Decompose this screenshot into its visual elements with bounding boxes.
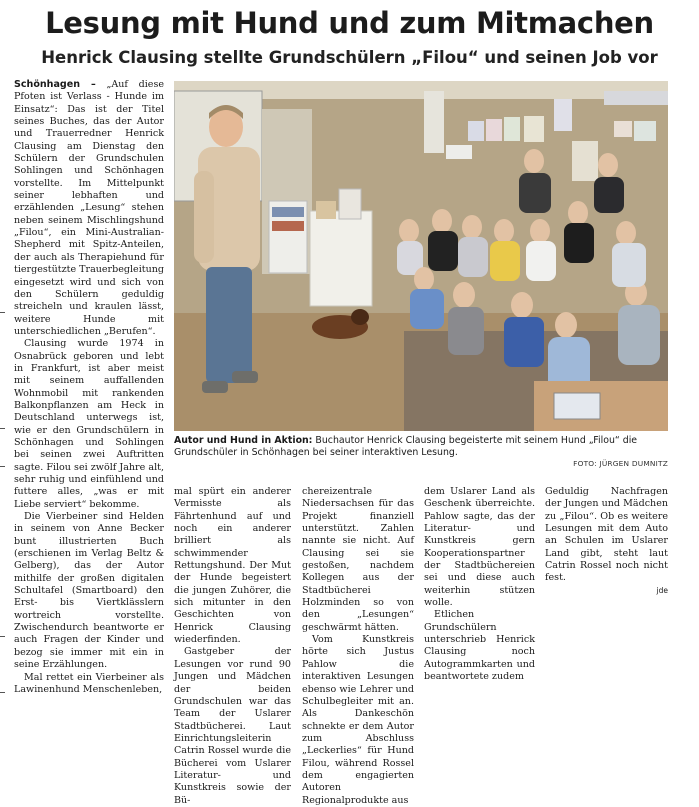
paragraph-1 [14, 79, 164, 338]
child [568, 201, 588, 225]
article-photo [174, 81, 668, 431]
child-body [526, 241, 556, 281]
book-on-table [554, 393, 600, 419]
child-body [490, 241, 520, 281]
paragraph-10: Etlichen Grundschülern unterschrieb Henrick Clausing noch Autogrammkarten und beantwortete zudem [424, 609, 535, 683]
child [555, 312, 577, 338]
author-jeans [206, 267, 252, 383]
child-body [618, 305, 660, 365]
child [530, 219, 550, 243]
margin-mark [0, 312, 5, 313]
sign [446, 145, 472, 159]
teacher [598, 153, 618, 177]
child-body [410, 289, 444, 329]
paragraph-2: Clausing wurde 1974 in Osnabrück geboren und lebt in Frankfurt, ist aber meist mit seinem auffallenden Wohnmobil mit rankenden Balkonpflanzen am Heck in Deutschland unterwegs ist, wie er den Grundschülern in Schönhagen und Sohlingen bei seinen zwei Auftritten sagte. Filou sei zwölf Jahre alt, sehr ruhig und einfühlend und futtere alles, „was er mit Liebe serviert“ bekomme. [14, 338, 164, 510]
child [616, 221, 636, 245]
author-arm [194, 171, 214, 263]
child-body [612, 243, 646, 287]
shelf-books-2 [272, 221, 304, 231]
margin-mark [0, 692, 5, 693]
caption-lead: Autor und Hund in Aktion: [174, 435, 313, 446]
shelf-books [272, 207, 304, 217]
poster-1 [424, 91, 444, 153]
cabinet-box [316, 201, 336, 219]
child [511, 292, 533, 318]
child-body [428, 231, 458, 271]
photo-credit: FOTO: JÜRGEN DUMNITZ [573, 459, 668, 468]
child-body [458, 237, 488, 277]
margin-mark [0, 466, 5, 467]
child-body [448, 307, 484, 355]
poster-2 [468, 121, 484, 141]
child [494, 219, 514, 243]
teacher-body [519, 173, 551, 213]
article-column-4 [424, 486, 535, 684]
poster-5 [524, 116, 544, 142]
poster-6 [554, 99, 572, 131]
margin-mark [0, 428, 5, 429]
poster-10 [634, 121, 656, 141]
poster-8 [604, 91, 668, 105]
paragraph-9: dem Uslarer Land als Geschenk überreichte. Pahlow sagte, das der Literatur- und Kunstkreis gern Kooperationspartner der Stadtbüchereien sei und diese auch weiterhin stützen wolle. [424, 486, 535, 609]
paragraph-5: mal spürt ein anderer Vermisste als Fährtenhund auf und noch ein anderer brilliert als schwimmender Rettungshund. Der Mut der Hunde begeistert die jungen Zuhörer, die sich mitunter in den Geschichten von Henrick Clausing wiederfinden. [174, 486, 291, 646]
paragraph-3: Die Vierbeiner sind Helden in seinem von Anne Becker bunt illustrierten Buch (erschienen im Verlag Beltz & Gelberg), das der Autor mithilfe der großen digitalen Schultafel (Smartboard) den Erst- bis Viertklässlern wortreich vorstellte. Zwischendurch beantworte er auch Fragen der Kinder und bezog sie immer mit ein in seine Erzählungen. [14, 511, 164, 671]
child [462, 215, 482, 239]
article-column-1 [14, 79, 164, 696]
child [414, 267, 434, 291]
dog-head [351, 309, 369, 325]
cabinet-box-2 [339, 189, 361, 219]
location-dateline: Schönhagen – [14, 79, 96, 90]
author-signature: jde [656, 585, 668, 595]
child-body [564, 223, 594, 263]
cube-cabinet [310, 211, 372, 306]
child [453, 282, 475, 308]
teacher [524, 149, 544, 173]
paragraph-4: Mal rettet ein Vierbeiner als Lawinenhund Menschenleben, [14, 671, 164, 695]
paragraph-1-text: „Auf diese Pfoten ist Verlass - Hunde im Einsatz“: Das ist der Titel seines Buches, das der Autor und Trauerredner Henrick Clausing am Dienstag den Schülern der Grundschulen Sohlingen und Schönhagen vorstellte. Im Mittelpunkt seiner lebhaften und erzählenden „Lesung“ stehen neben seinem Mischlingshund „Filou“, ein Mini-Australian-Shepherd mit Spitz-Anteilen, der auch als Therapiehund für tiergestützte Trauerbegleitung eingesetzt wird und sich von den Schülern geduldig streicheln und kraulen lässt, weitere Hunde mit unterschiedlichen „Berufen“. [14, 79, 164, 337]
poster-9 [614, 121, 632, 137]
child-body [504, 317, 544, 367]
child [432, 209, 452, 233]
paragraph-6: Gastgeber der Lesungen vor rund 90 Jungen und Mädchen der beiden Grundschulen war das Team der Uslarer Stadtbücherei. Laut Einrichtungsleiterin Catrin Rossel wurde die Bücherei vom Uslarer Literatur- und Kunstkreis sowie der Bü- [174, 646, 291, 806]
photo-caption [174, 435, 668, 459]
photo-illustration [174, 81, 668, 431]
caption-text: Buchautor Henrick Clausing begeisterte mit seinem Hund „Filou“ die Grundschüler in Schönhagen bei seiner interaktiven Lesung. [174, 435, 638, 458]
article-column-3 [302, 486, 414, 807]
subheadline: Henrick Clausing stellte Grundschülern „Filou“ und seinen Job vor [41, 48, 658, 67]
poster-4 [504, 117, 520, 141]
paragraph-8: Vom Kunstkreis hörte sich Justus Pahlow die interaktiven Lesungen ebenso wie Lehrer und Schulbegleiter mit an. Als Dankeschön schnekte er dem Autor zum Abschluss „Leckerlies“ für Hund Filou, während Rossel dem engagierten Autoren Regionalprodukte aus [302, 634, 414, 806]
article-column-5 [545, 486, 668, 597]
poster-7 [572, 141, 598, 181]
headline: Lesung mit Hund und zum Mitmachen [45, 6, 654, 40]
paragraph-11-text: Geduldig Nachfragen der Jungen und Mädchen zu „Filou“. Ob es weitere Lesungen mit dem Auto an Schulen im Uslarer Land gibt, steht laut Catrin Rossel noch nicht fest. [545, 486, 668, 584]
author-shoe [202, 381, 228, 393]
poster-3 [486, 119, 502, 141]
teacher-body [594, 177, 624, 213]
paragraph-11 [545, 486, 668, 585]
paragraph-7: chereizentrale Niedersachsen für das Projekt finanziell unterstützt. Zahlen nannte sie nicht. Auf Clausing sei sie gestoßen, nachdem Kollegen aus der Stadtbücherei Holzminden so von den „Lesungen“ geschwärmt hätten. [302, 486, 414, 633]
margin-mark [0, 636, 5, 637]
author-shoe [232, 371, 258, 383]
child [399, 219, 419, 243]
article-column-2 [174, 486, 291, 807]
